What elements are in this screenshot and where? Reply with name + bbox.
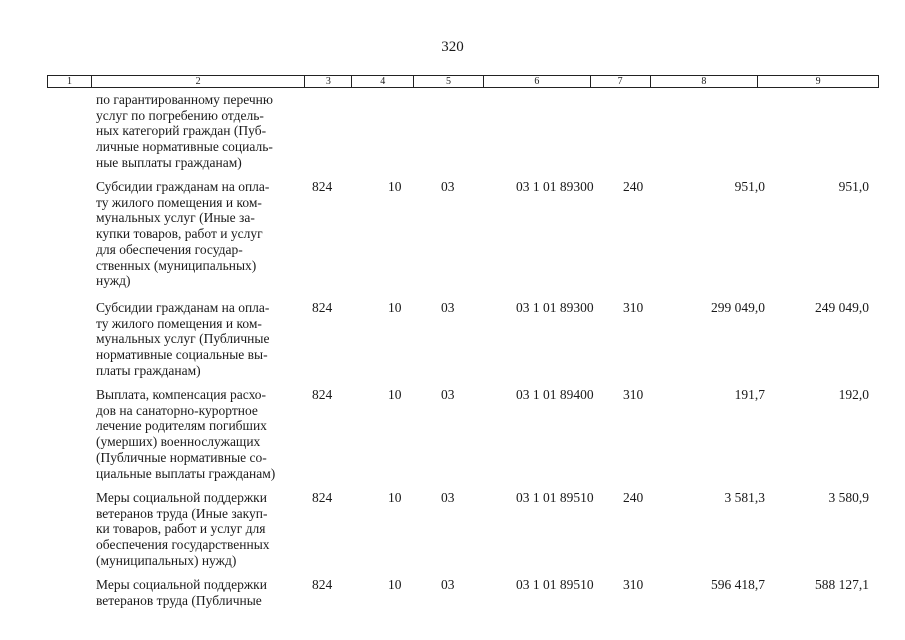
cell-col-4: 10	[388, 490, 402, 505]
header-col-9: 9	[815, 76, 821, 87]
cell-col-9: 249 049,0	[815, 300, 869, 315]
cell-col-7: 310	[623, 577, 644, 592]
row-name: Меры социальной поддержки ветеранов труда (Публичные	[96, 577, 267, 608]
cell-col-7: 310	[623, 387, 644, 402]
cell-col-7: 310	[623, 300, 644, 315]
cell-col-3: 824	[312, 387, 333, 402]
cell-col-4: 10	[388, 179, 402, 194]
cell-col-5: 03	[441, 179, 455, 194]
row-name: Субсидии гражданам на опла- ту жилого помещения и ком- мунальных услуг (Иные за- купки товаров, работ и услуг для обеспечения государ- ственных (муниципальных) нужд)	[96, 179, 270, 289]
header-col-8: 8	[651, 76, 759, 87]
header-col-5: 5	[414, 76, 484, 87]
cell-col-4: 10	[388, 387, 402, 402]
header-col-6: 6	[484, 76, 591, 87]
row-name: Выплата, компенсация расхо- дов на санаторно-курортное лечение родителям погибших (умерших) военнослужащих (Публичные нормативные со- циальные выплаты гражданам)	[96, 387, 276, 481]
cell-col-8: 299 049,0	[711, 300, 765, 315]
cell-col-9: 192,0	[838, 387, 869, 402]
cell-col-3: 824	[312, 490, 333, 505]
header-col-3: 3	[305, 76, 352, 87]
cell-col-6: 03 1 01 89510	[516, 577, 594, 592]
table-header	[47, 75, 879, 88]
cell-col-6: 03 1 01 89400	[516, 387, 594, 402]
cell-col-9: 3 580,9	[828, 490, 869, 505]
page-number: 320	[441, 39, 464, 55]
cell-col-8: 596 418,7	[711, 577, 765, 592]
cell-col-5: 03	[441, 300, 455, 315]
cell-col-5: 03	[441, 387, 455, 402]
header-col-1: 1	[48, 76, 92, 87]
cell-col-4: 10	[388, 300, 402, 315]
cell-col-5: 03	[441, 490, 455, 505]
cell-col-6: 03 1 01 89300	[516, 179, 594, 194]
cell-col-8: 3 581,3	[724, 490, 765, 505]
cell-col-9: 951,0	[838, 179, 869, 194]
header-col-2: 2	[92, 76, 305, 87]
cell-col-3: 824	[312, 179, 333, 194]
header-col-7: 7	[591, 76, 651, 87]
cell-col-5: 03	[441, 577, 455, 592]
cell-col-6: 03 1 01 89510	[516, 490, 594, 505]
cell-col-8: 191,7	[734, 387, 765, 402]
cell-col-7: 240	[623, 179, 644, 194]
cell-col-9: 588 127,1	[815, 577, 869, 592]
cell-col-3: 824	[312, 577, 333, 592]
row-name: Субсидии гражданам на опла- ту жилого помещения и ком- мунальных услуг (Публичные нормативные социальные вы- платы гражданам)	[96, 300, 270, 378]
cell-col-6: 03 1 01 89300	[516, 300, 594, 315]
row-name: Меры социальной поддержки ветеранов труда (Иные закуп- ки товаров, работ и услуг для обеспечения государственных (муниципальных) нужд)	[96, 490, 270, 568]
cell-col-3: 824	[312, 300, 333, 315]
cell-col-4: 10	[388, 577, 402, 592]
row-name: по гарантированному перечню услуг по погребению отдель- ных категорий граждан (Пуб- личные нормативные социаль- ные выплаты гражданам)	[96, 92, 273, 170]
cell-col-7: 240	[623, 490, 644, 505]
header-col-4: 4	[352, 76, 414, 87]
cell-col-8: 951,0	[734, 179, 765, 194]
